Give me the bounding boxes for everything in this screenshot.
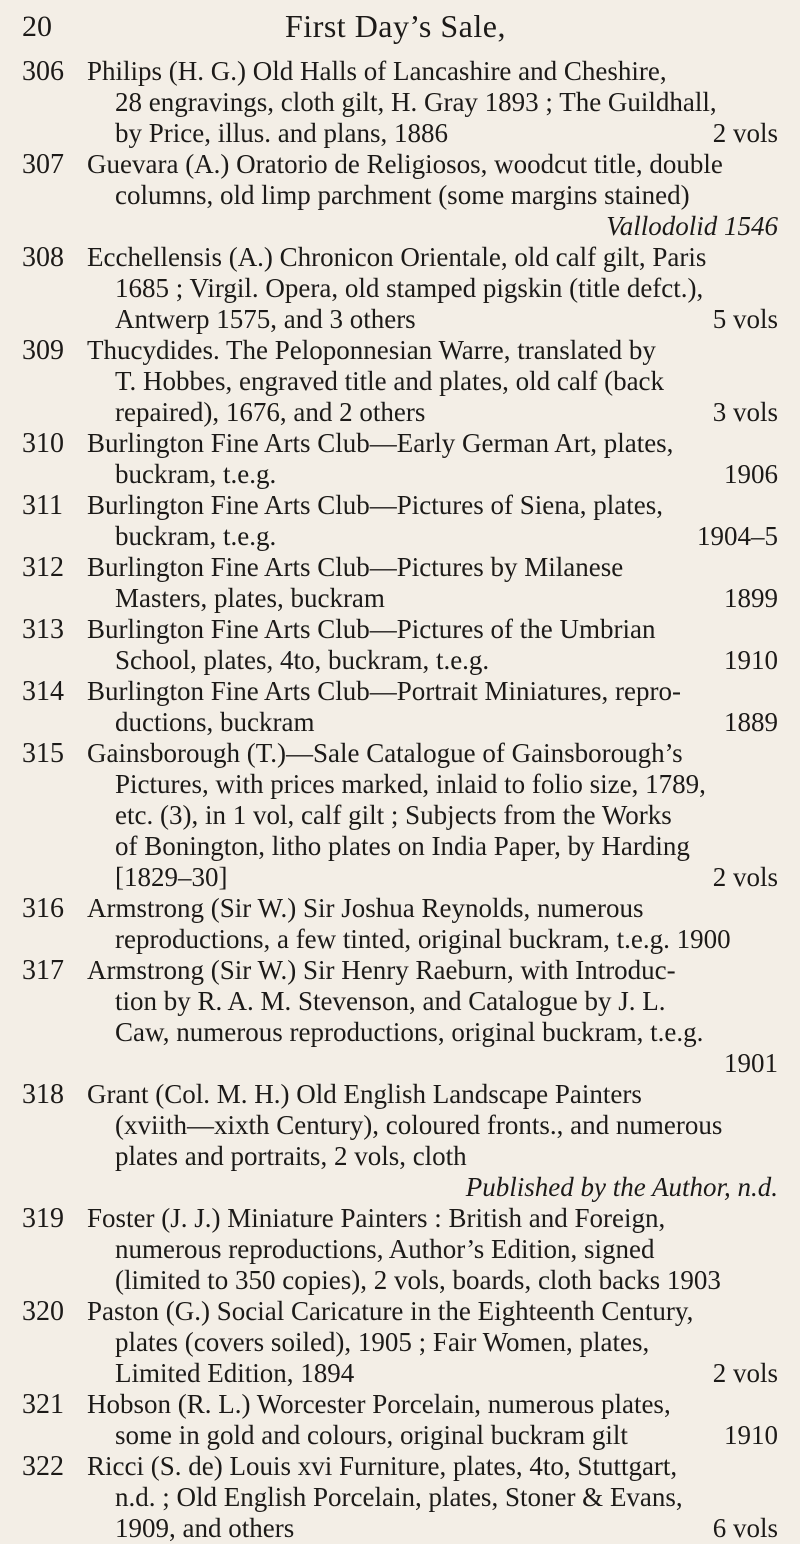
lot-description [87, 1203, 778, 1296]
lot-description [87, 56, 778, 149]
lot-line: by Price, illus. and plans, 1886 2 vols [115, 118, 778, 148]
lot-line: 1685 ; Virgil. Opera, old stamped pigskin (title defct.), [115, 273, 704, 303]
lot-line: (limited to 350 copies), 2 vols, boards, cloth backs 1903 [115, 1265, 721, 1295]
lot-line: Armstrong (Sir W.) Sir Joshua Reynolds, numerous [87, 893, 644, 923]
lot-entry [0, 955, 800, 1079]
lot-entry [0, 56, 800, 149]
page-header [0, 6, 800, 50]
running-head: First Day’s Sale, [285, 8, 506, 44]
lot-line: 1909, and others 6 vols [115, 1513, 778, 1543]
lot-entry [0, 893, 800, 955]
lot-line: Paston (G.) Social Caricature in the Eighteenth Century, [87, 1296, 694, 1326]
lot-number: 311 [22, 490, 63, 521]
lot-line: Vallodolid 1546 [606, 211, 778, 241]
lot-number: 308 [22, 242, 64, 273]
lot-line: Foster (J. J.) Miniature Painters : British and Foreign, [87, 1203, 666, 1233]
lot-number: 307 [22, 149, 64, 180]
lot-line: of Bonington, litho plates on India Paper, by Harding [115, 831, 690, 861]
lot-number: 315 [22, 738, 64, 769]
lot-number: 313 [22, 614, 64, 645]
lot-line: buckram, t.e.g. 1904–5 [115, 521, 778, 551]
lot-line: Burlington Fine Arts Club—Pictures by Milanese [87, 552, 624, 582]
lot-description [87, 1079, 778, 1203]
lot-entry [0, 1451, 800, 1544]
lot-line: Guevara (A.) Oratorio de Religiosos, woodcut title, double [87, 149, 723, 179]
lot-number: 317 [22, 955, 64, 986]
lot-description [87, 490, 778, 552]
lot-line: Masters, plates, buckram 1899 [115, 583, 778, 613]
lot-number: 321 [22, 1389, 64, 1420]
lot-entry [0, 1296, 800, 1389]
lot-entry [0, 1389, 800, 1451]
lot-line: T. Hobbes, engraved title and plates, old calf (back [115, 366, 665, 396]
lot-description [87, 335, 778, 428]
lot-number: 310 [22, 428, 64, 459]
lot-description [87, 428, 778, 490]
lot-line: columns, old limp parchment (some margins stained) [115, 180, 690, 210]
lot-line: Ricci (S. de) Louis xvi Furniture, plates, 4to, Stuttgart, [87, 1451, 678, 1481]
lot-description [87, 893, 778, 955]
lot-line: plates (covers soiled), 1905 ; Fair Women, plates, [115, 1327, 650, 1357]
lot-line: Burlington Fine Arts Club—Pictures of Siena, plates, [87, 490, 663, 520]
lot-line: etc. (3), in 1 vol, calf gilt ; Subjects from the Works [115, 800, 672, 830]
lot-description [87, 242, 778, 335]
lot-line: Grant (Col. M. H.) Old English Landscape Painters [87, 1079, 642, 1109]
lot-entry [0, 1079, 800, 1203]
lot-number: 319 [22, 1203, 64, 1234]
lot-entry [0, 428, 800, 490]
lot-line: Thucydides. The Peloponnesian Warre, translated by [87, 335, 656, 365]
lot-line: Antwerp 1575, and 3 others 5 vols [115, 304, 778, 334]
lot-line: [1829–30] 2 vols [115, 862, 778, 892]
lot-line: repaired), 1676, and 2 others 3 vols [115, 397, 778, 427]
lot-description [87, 614, 778, 676]
lot-description [87, 738, 778, 893]
lot-number: 312 [22, 552, 64, 583]
lot-line: School, plates, 4to, buckram, t.e.g. 1910 [115, 645, 778, 675]
lot-number: 320 [22, 1296, 64, 1327]
lot-line: Ecchellensis (A.) Chronicon Orientale, old calf gilt, Paris [87, 242, 707, 272]
lot-line: Published by the Author, n.d. [465, 1172, 778, 1202]
lot-line: Burlington Fine Arts Club—Early German Art, plates, [87, 428, 674, 458]
lot-line: Gainsborough (T.)—Sale Catalogue of Gainsborough’s [87, 738, 683, 768]
lot-description [87, 1451, 778, 1544]
lot-line: Burlington Fine Arts Club—Portrait Miniatures, repro- [87, 676, 681, 706]
lot-entry [0, 335, 800, 428]
lot-line: 1901 [724, 1048, 778, 1078]
lot-line: Armstrong (Sir W.) Sir Henry Raeburn, with Introduc- [87, 955, 676, 985]
lot-number: 318 [22, 1079, 64, 1110]
lot-line: numerous reproductions, Author’s Edition, signed [115, 1234, 655, 1264]
lot-description [87, 149, 778, 242]
lot-number: 309 [22, 335, 64, 366]
lot-line: Caw, numerous reproductions, original buckram, t.e.g. [115, 1017, 704, 1047]
lot-line: Hobson (R. L.) Worcester Porcelain, numerous plates, [87, 1389, 671, 1419]
lot-line: tion by R. A. M. Stevenson, and Catalogue by J. L. [115, 986, 666, 1016]
lot-description [87, 955, 778, 1079]
page-number: 20 [22, 10, 52, 43]
lot-description [87, 1389, 778, 1451]
lot-entry [0, 490, 800, 552]
lot-description [87, 552, 778, 614]
lot-line: Philips (H. G.) Old Halls of Lancashire and Cheshire, [87, 56, 667, 86]
lot-list [0, 56, 800, 1544]
lot-line: ductions, buckram 1889 [115, 707, 778, 737]
lot-entry [0, 1203, 800, 1296]
lot-line: 28 engravings, cloth gilt, H. Gray 1893 ; The Guildhall, [115, 87, 717, 117]
lot-number: 322 [22, 1451, 64, 1482]
lot-line: some in gold and colours, original buckram gilt 1910 [115, 1420, 778, 1450]
lot-entry [0, 552, 800, 614]
lot-line: buckram, t.e.g. 1906 [115, 459, 778, 489]
lot-line: Burlington Fine Arts Club—Pictures of the Umbrian [87, 614, 656, 644]
lot-entry [0, 676, 800, 738]
lot-line: Pictures, with prices marked, inlaid to folio size, 1789, [115, 769, 706, 799]
lot-number: 306 [22, 56, 64, 87]
lot-description [87, 1296, 778, 1389]
lot-line: (xviith—xixth Century), coloured fronts., and numerous [115, 1110, 723, 1140]
lot-line: n.d. ; Old English Porcelain, plates, Stoner & Evans, [115, 1482, 683, 1512]
lot-entry [0, 149, 800, 242]
lot-entry [0, 242, 800, 335]
lot-line: Limited Edition, 1894 2 vols [115, 1358, 778, 1388]
lot-line: plates and portraits, 2 vols, cloth [115, 1141, 467, 1171]
lot-number: 316 [22, 893, 64, 924]
lot-line: reproductions, a few tinted, original buckram, t.e.g. 1900 [115, 924, 731, 954]
lot-entry [0, 614, 800, 676]
lot-description [87, 676, 778, 738]
lot-entry [0, 738, 800, 893]
lot-number: 314 [22, 676, 64, 707]
